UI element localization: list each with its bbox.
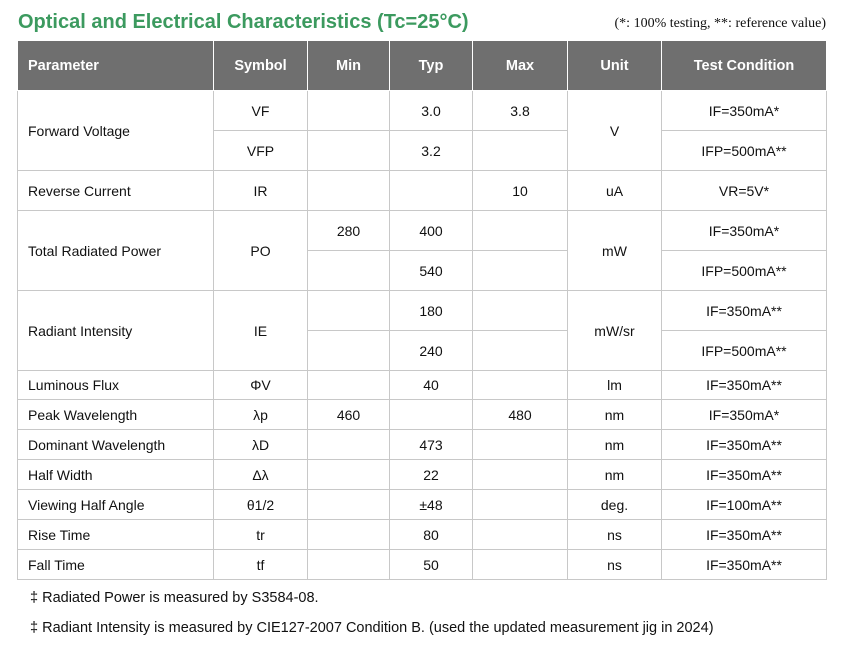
unit-cell: ns — [568, 520, 662, 550]
condition-cell: IF=350mA* — [662, 400, 827, 430]
unit-cell: mW — [568, 211, 662, 291]
typ-cell: 3.2 — [390, 131, 473, 171]
symbol-cell: λD — [214, 430, 308, 460]
symbol-cell: tr — [214, 520, 308, 550]
symbol-cell: VFP — [214, 131, 308, 171]
parameter-cell: Radiant Intensity — [18, 291, 214, 371]
symbol-cell: tf — [214, 550, 308, 580]
condition-cell: IFP=500mA** — [662, 131, 827, 171]
typ-cell: 22 — [390, 460, 473, 490]
symbol-cell: ΦV — [214, 371, 308, 400]
unit-cell: nm — [568, 430, 662, 460]
section-title: Optical and Electrical Characteristics (Tc=25°C) — [18, 11, 469, 33]
unit-cell: deg. — [568, 490, 662, 520]
symbol-cell: λp — [214, 400, 308, 430]
max-cell — [473, 430, 568, 460]
typ-cell: 240 — [390, 331, 473, 371]
condition-cell: IF=350mA* — [662, 91, 827, 131]
min-cell — [308, 331, 390, 371]
testing-note: (*: 100% testing, **: reference value) — [614, 16, 826, 31]
max-cell: 3.8 — [473, 91, 568, 131]
min-cell — [308, 251, 390, 291]
condition-cell: IF=350mA** — [662, 291, 827, 331]
min-cell — [308, 171, 390, 211]
min-cell — [308, 520, 390, 550]
header-min: Min — [308, 41, 390, 91]
parameter-cell: Peak Wavelength — [18, 400, 214, 430]
condition-cell: VR=5V* — [662, 171, 827, 211]
parameter-cell: Rise Time — [18, 520, 214, 550]
table-row — [18, 490, 827, 520]
table-row — [18, 211, 827, 251]
table-row — [18, 520, 827, 550]
unit-cell: nm — [568, 460, 662, 490]
max-cell — [473, 490, 568, 520]
condition-cell: IF=100mA** — [662, 490, 827, 520]
table-header-row — [18, 41, 827, 91]
min-cell — [308, 371, 390, 400]
parameter-cell: Dominant Wavelength — [18, 430, 214, 460]
footnote-radiated-power: ‡ Radiated Power is measured by S3584-08. — [30, 590, 319, 606]
table-row — [18, 291, 827, 331]
header-max: Max — [473, 41, 568, 91]
max-cell — [473, 251, 568, 291]
table-row — [18, 371, 827, 400]
symbol-cell: Δλ — [214, 460, 308, 490]
condition-cell: IF=350mA** — [662, 460, 827, 490]
table-row — [18, 400, 827, 430]
unit-cell: uA — [568, 171, 662, 211]
min-cell — [308, 131, 390, 171]
table-row — [18, 171, 827, 211]
symbol-cell: θ1/2 — [214, 490, 308, 520]
typ-cell: 540 — [390, 251, 473, 291]
parameter-cell: Half Width — [18, 460, 214, 490]
symbol-cell: IE — [214, 291, 308, 371]
typ-cell: ±48 — [390, 490, 473, 520]
max-cell — [473, 131, 568, 171]
condition-cell: IF=350mA** — [662, 520, 827, 550]
table-row — [18, 91, 827, 131]
typ-cell: 40 — [390, 371, 473, 400]
parameter-cell: Reverse Current — [18, 171, 214, 211]
typ-cell: 50 — [390, 550, 473, 580]
typ-cell — [390, 171, 473, 211]
max-cell — [473, 550, 568, 580]
header-symbol: Symbol — [214, 41, 308, 91]
unit-cell: nm — [568, 400, 662, 430]
symbol-cell: VF — [214, 91, 308, 131]
condition-cell: IF=350mA** — [662, 371, 827, 400]
condition-cell: IF=350mA** — [662, 430, 827, 460]
typ-cell: 473 — [390, 430, 473, 460]
min-cell: 280 — [308, 211, 390, 251]
max-cell: 10 — [473, 171, 568, 211]
parameter-cell: Fall Time — [18, 550, 214, 580]
condition-cell: IFP=500mA** — [662, 251, 827, 291]
parameter-cell: Forward Voltage — [18, 91, 214, 171]
condition-cell: IF=350mA* — [662, 211, 827, 251]
unit-cell: ns — [568, 550, 662, 580]
min-cell: 460 — [308, 400, 390, 430]
header-unit: Unit — [568, 41, 662, 91]
typ-cell: 400 — [390, 211, 473, 251]
min-cell — [308, 291, 390, 331]
condition-cell: IFP=500mA** — [662, 331, 827, 371]
min-cell — [308, 490, 390, 520]
max-cell — [473, 291, 568, 331]
min-cell — [308, 550, 390, 580]
parameter-cell: Viewing Half Angle — [18, 490, 214, 520]
min-cell — [308, 460, 390, 490]
max-cell — [473, 371, 568, 400]
max-cell — [473, 520, 568, 550]
symbol-cell: PO — [214, 211, 308, 291]
min-cell — [308, 430, 390, 460]
characteristics-table — [17, 40, 827, 580]
typ-cell: 180 — [390, 291, 473, 331]
symbol-cell: IR — [214, 171, 308, 211]
typ-cell: 3.0 — [390, 91, 473, 131]
table-row — [18, 460, 827, 490]
table-row — [18, 550, 827, 580]
max-cell — [473, 331, 568, 371]
parameter-cell: Total Radiated Power — [18, 211, 214, 291]
min-cell — [308, 91, 390, 131]
header-test-condition: Test Condition — [662, 41, 827, 91]
unit-cell: lm — [568, 371, 662, 400]
parameter-cell: Luminous Flux — [18, 371, 214, 400]
unit-cell: mW/sr — [568, 291, 662, 371]
max-cell: 480 — [473, 400, 568, 430]
table-row — [18, 430, 827, 460]
max-cell — [473, 211, 568, 251]
typ-cell — [390, 400, 473, 430]
header-parameter: Parameter — [18, 41, 214, 91]
max-cell — [473, 460, 568, 490]
typ-cell: 80 — [390, 520, 473, 550]
condition-cell: IF=350mA** — [662, 550, 827, 580]
footnote-radiant-intensity: ‡ Radiant Intensity is measured by CIE127-2007 Condition B. (used the updated measurement jig in 2024) — [30, 620, 714, 636]
header-typ: Typ — [390, 41, 473, 91]
unit-cell: V — [568, 91, 662, 171]
